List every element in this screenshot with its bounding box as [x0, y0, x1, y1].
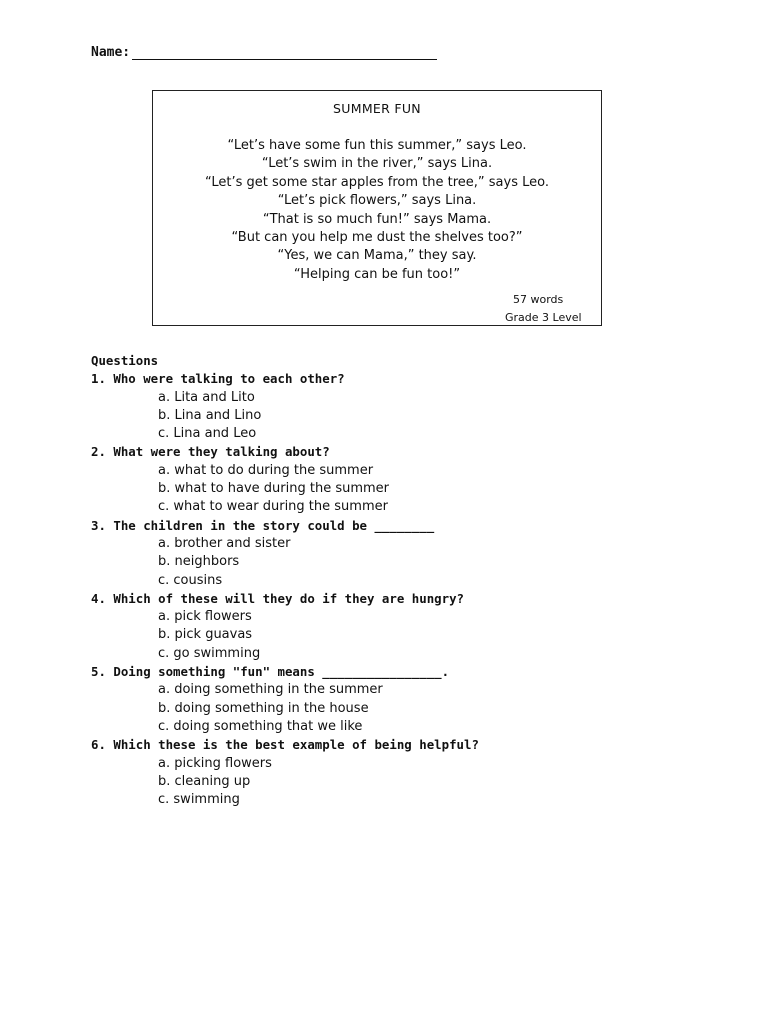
question-block	[91, 443, 479, 516]
grade-level: Grade 3 Level	[505, 311, 582, 324]
option-c: c. Lina and Leo	[158, 426, 257, 442]
story-line: “That is so much fun!” says Mama.	[262, 211, 492, 227]
story-box	[152, 90, 602, 326]
question-text: 1. Who were talking to each other?	[91, 371, 345, 387]
question-block	[91, 590, 479, 663]
question-text: 4. Which of these will they do if they are hungry?	[91, 590, 464, 606]
option-c: c. swimming	[158, 792, 240, 808]
option-c: c. go swimming	[158, 645, 261, 661]
name-field	[91, 45, 437, 60]
option-b: b. pick guavas	[158, 627, 253, 643]
name-label: Name:	[91, 45, 131, 60]
story-title: SUMMER FUN	[333, 101, 421, 116]
option-b: b. doing something in the house	[158, 700, 369, 716]
story-line: “Helping can be fun too!”	[293, 266, 461, 282]
option-a: a. doing something in the summer	[158, 682, 383, 698]
option-b: b. what to have during the summer	[158, 481, 390, 497]
story-line: “But can you help me dust the shelves too?”	[231, 230, 523, 246]
question-block	[91, 517, 479, 590]
option-a: a. picking flowers	[158, 755, 272, 771]
option-a: a. pick flowers	[158, 609, 252, 625]
question-block	[91, 663, 479, 736]
question-block	[91, 370, 479, 443]
option-b: b. Lina and Lino	[158, 407, 262, 423]
story-line: “Yes, we can Mama,” they say.	[277, 248, 477, 264]
question-text: 6. Which these is the best example of being helpful?	[91, 737, 479, 753]
story-line: “Let’s have some fun this summer,” says Leo.	[227, 138, 527, 153]
questions-section	[91, 352, 479, 809]
option-b: b. cleaning up	[158, 773, 251, 789]
story-line: “Let’s pick flowers,” says Lina.	[277, 193, 477, 209]
options-list	[91, 608, 479, 663]
options-list	[91, 681, 479, 736]
options-list	[91, 462, 479, 517]
story-line: “Let’s swim in the river,” says Lina.	[261, 156, 493, 172]
option-c: c. doing something that we like	[158, 718, 363, 734]
name-blank-line	[132, 45, 437, 60]
story-line: “Let’s get some star apples from the tree,” says Leo.	[205, 174, 549, 190]
questions-heading: Questions	[91, 353, 159, 368]
story-text	[153, 137, 601, 284]
option-c: c. what to wear during the summer	[158, 499, 388, 515]
option-b: b. neighbors	[158, 554, 240, 570]
question-text: 2. What were they talking about?	[91, 444, 330, 460]
options-list	[91, 755, 479, 810]
option-a: a. Lita and Lito	[158, 389, 255, 405]
options-list	[91, 535, 479, 590]
word-count: 57 words	[513, 293, 564, 306]
question-text: 5. Doing something "fun" means ________________.	[91, 664, 450, 680]
question-block	[91, 736, 479, 809]
question-text: 3. The children in the story could be ________	[91, 517, 435, 533]
options-list	[91, 389, 479, 444]
option-a: a. brother and sister	[158, 535, 291, 551]
option-a: a. what to do during the summer	[158, 462, 374, 478]
story-meta	[505, 291, 582, 327]
option-c: c. cousins	[158, 572, 223, 588]
